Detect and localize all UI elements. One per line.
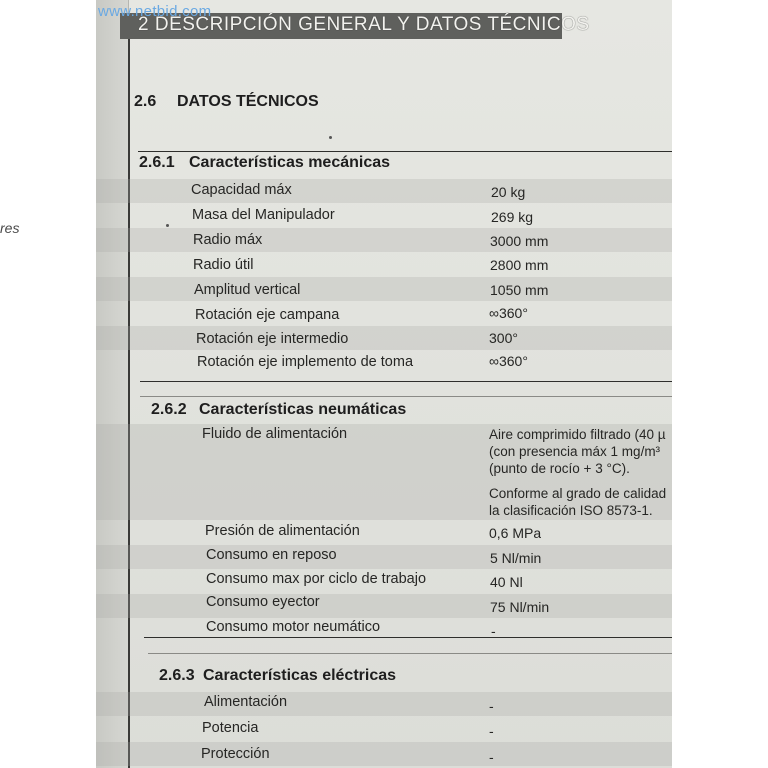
spec-label: Potencia: [202, 720, 259, 736]
spec-label: Alimentación: [204, 694, 288, 710]
spec-label: Masa del Manipulador: [192, 207, 335, 223]
subsection-number: 2.6.2: [151, 401, 187, 418]
table-row-shade: [96, 742, 672, 766]
table-row-shade: [96, 692, 672, 716]
spec-value: 0,6 MPa: [489, 525, 542, 541]
subsection-title: Características eléctricas: [203, 667, 397, 684]
spec-value: 3000 mm: [490, 233, 549, 249]
table-row-shade: [96, 228, 672, 252]
table-row-shade: [96, 326, 672, 350]
speck: [329, 136, 332, 139]
previous-page-edge: [96, 0, 129, 768]
margin-line: [128, 39, 130, 768]
spec-value-line: (con presencia máx 1 mg/m³: [489, 444, 661, 459]
spec-value-line: la clasificación ISO 8573-1.: [489, 503, 653, 518]
section-rule: [148, 653, 672, 654]
spec-value: 269 kg: [491, 209, 534, 225]
spec-value-line: Conforme al grado de calidad: [489, 486, 667, 501]
section-number: 2.6: [134, 93, 157, 110]
spec-value: -: [489, 723, 494, 739]
section-rule: [140, 396, 672, 397]
spec-label: Presión de alimentación: [205, 523, 360, 539]
spec-label: Amplitud vertical: [194, 282, 301, 298]
spec-value: -: [489, 698, 494, 714]
table-row-shade: [96, 277, 672, 301]
chapter-header: 2 DESCRIPCIÓN GENERAL Y DATOS TÉCNICOS: [138, 14, 590, 35]
spec-value: 40 Nl: [490, 574, 523, 590]
spec-value: ∞360°: [489, 305, 528, 321]
spec-label: Rotación eje implemento de toma: [197, 354, 414, 370]
table-row-shade: [96, 545, 672, 569]
section-title: DATOS TÉCNICOS: [177, 93, 319, 110]
table-row-shade: [96, 179, 672, 203]
document-photo: [96, 0, 672, 768]
speck: [166, 224, 169, 227]
spec-label: Consumo eyector: [206, 594, 320, 610]
section-rule: [140, 381, 672, 382]
spec-label: Consumo max por ciclo de trabajo: [206, 571, 427, 587]
watermark: www.netbid.com: [98, 3, 212, 20]
table-row-shade: [96, 594, 672, 618]
spec-label: Radio máx: [193, 232, 263, 248]
spec-label: Consumo en reposo: [206, 547, 337, 563]
subsection-title: Características neumáticas: [199, 401, 407, 418]
spec-value: 1050 mm: [490, 282, 549, 298]
spec-label: Capacidad máx: [191, 182, 292, 198]
spec-value: 20 kg: [491, 184, 526, 200]
section-rule: [144, 637, 672, 638]
subsection-number: 2.6.1: [139, 154, 175, 171]
spec-value: -: [489, 749, 494, 765]
spec-value: 2800 mm: [490, 257, 549, 273]
spec-label: Consumo motor neumático: [206, 619, 381, 635]
spec-value-line: Aire comprimido filtrado (40 µ: [489, 427, 666, 442]
spec-label: Protección: [201, 746, 270, 762]
spec-value: 75 Nl/min: [490, 599, 550, 615]
subsection-number: 2.6.3: [159, 667, 195, 684]
spec-value: ∞360°: [489, 353, 528, 369]
subsection-title: Características mecánicas: [189, 154, 391, 171]
spec-value: 5 Nl/min: [490, 550, 542, 566]
spec-value-line: (punto de rocío + 3 °C).: [489, 461, 630, 476]
spec-label: Fluido de alimentación: [202, 426, 348, 442]
spec-label: Radio útil: [193, 257, 254, 273]
spec-label: Rotación eje campana: [195, 307, 340, 323]
spec-value: 300°: [489, 330, 518, 346]
previous-page-text: res: [0, 220, 20, 236]
spec-value: -: [491, 623, 496, 639]
spec-label: Rotación eje intermedio: [196, 331, 349, 347]
section-rule: [138, 151, 672, 152]
